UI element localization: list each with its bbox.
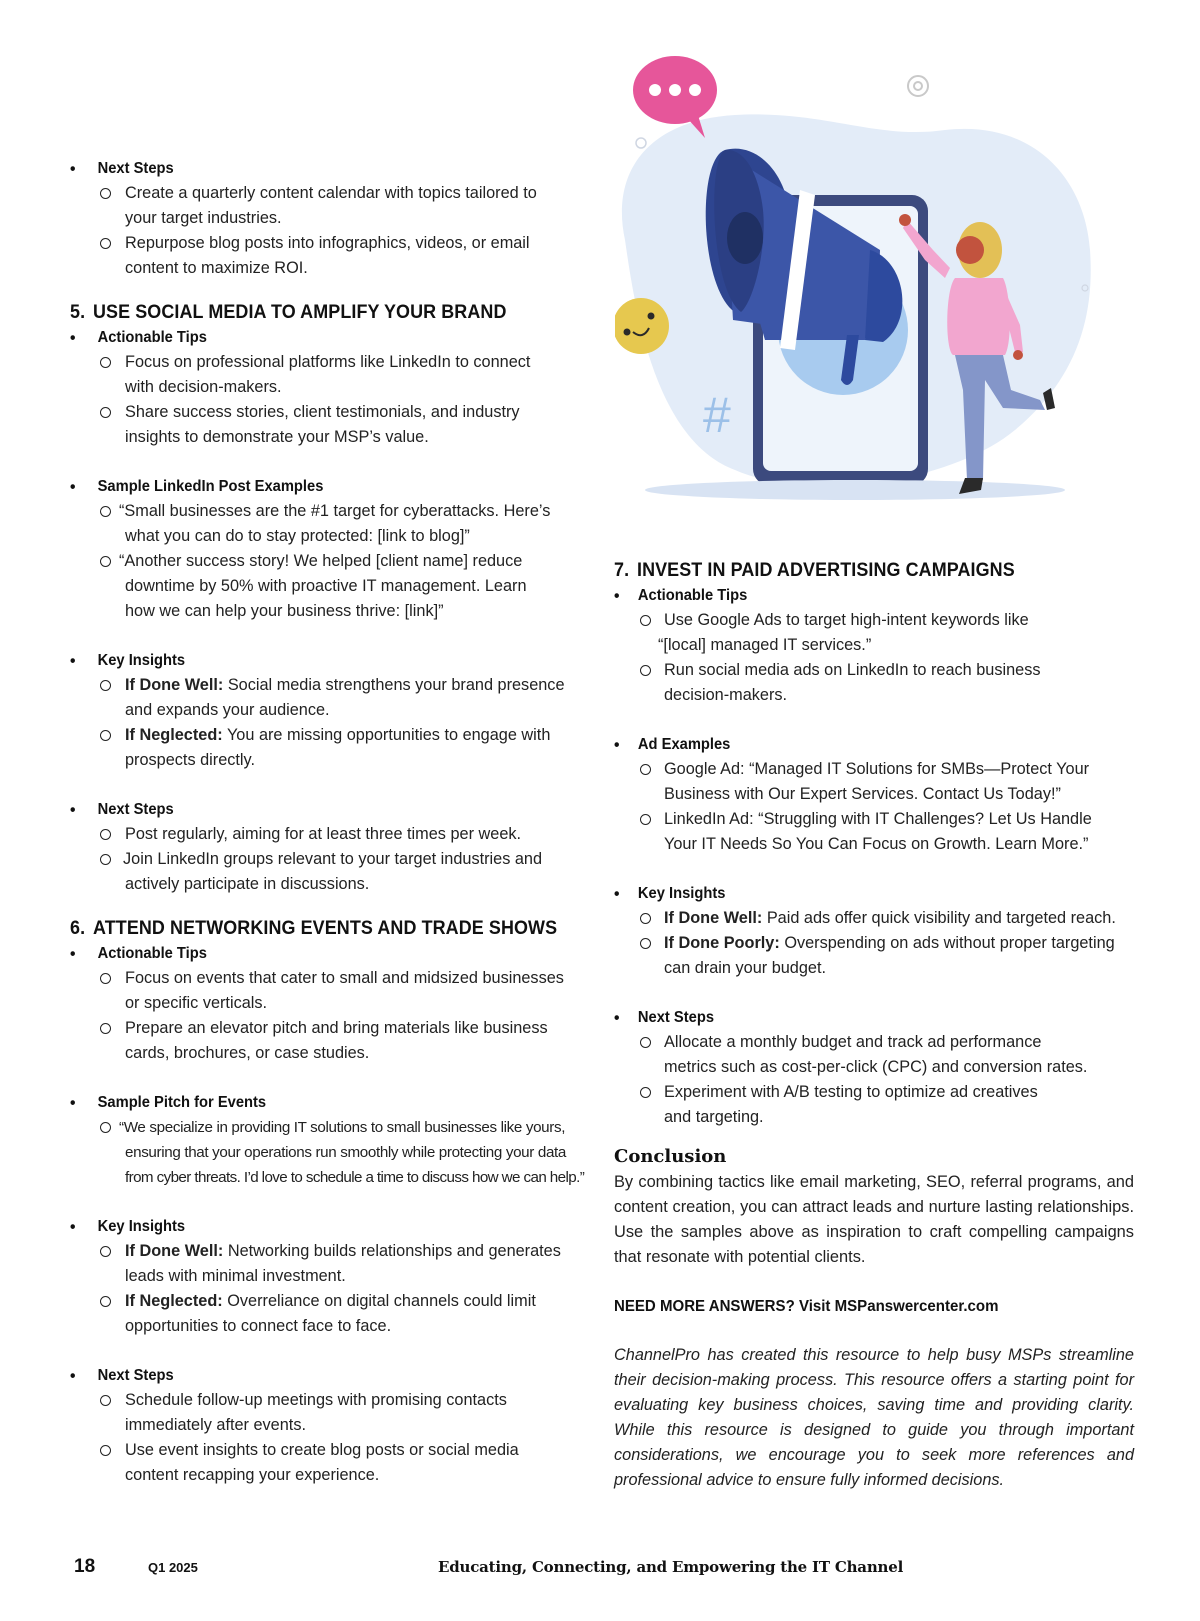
insight-text: Overspending on ads without proper targeting [779,934,1115,952]
sub-item [70,966,590,1016]
left-column [70,156,590,1488]
text-line: Focus on events that cater to small and midsized businesses [125,969,564,987]
bullet-title: • Ad Examples [614,732,1092,757]
sub-item [70,231,590,281]
section-title: ATTEND NETWORKING EVENTS AND TRADE SHOWS [93,917,558,939]
spacer [70,773,590,797]
hollow-bullet-icon [100,1023,111,1034]
text-line: with decision-makers. [125,378,282,396]
text-line [664,931,1134,956]
megaphone-scene-svg [615,50,1135,520]
text-line: actively participate in discussions. [125,875,370,893]
page-footer [0,1556,1200,1586]
sub-item [70,350,590,400]
insight-label: If Done Well: [664,909,763,927]
sub-item [70,1289,590,1339]
bullet-title: • Sample LinkedIn Post Examples [70,474,548,499]
section-7-heading [614,557,1092,583]
text-line: Create a quarterly content calendar with topics tailored to [125,184,537,202]
conclusion-body: By combining tactics like email marketing, SEO, referral programs, and content creation, you can attract leads and nurture lasting relationships. Use the samples above as inspiration to craft compelling campaigns that resonate with potential clients. [614,1173,1134,1266]
section-title: USE SOCIAL MEDIA TO AMPLIFY YOUR BRAND [93,301,507,323]
text-line [125,1239,590,1264]
text-line [125,1289,590,1314]
issue-label: Q1 2025 [148,1560,198,1575]
hollow-bullet-icon [100,407,111,418]
hollow-bullet-icon [100,680,111,691]
insight-text: You are missing opportunities to engage with [222,726,551,744]
text-line: Focus on professional platforms like LinkedIn to connect [125,353,531,371]
text-line: prospects directly. [125,751,255,769]
text-line: downtime by 50% with proactive IT management. Learn [125,577,527,595]
sub-item [70,1239,590,1289]
insight-label: If Neglected: [125,1292,223,1310]
sub-item [70,400,590,450]
insight-text: Social media strengthens your brand presence [223,676,565,694]
decor-circle-1-inner [914,82,922,90]
decor-circle-2 [636,138,646,148]
page-number: 18 [74,1556,96,1577]
text-line: Use Google Ads to target high-intent keywords like [664,611,1029,629]
hollow-bullet-icon [640,764,651,775]
text-line: Prepare an elevator pitch and bring materials like business [125,1019,548,1037]
sub-item [614,658,1134,708]
sub-item [70,673,590,723]
hollow-bullet-icon [640,913,651,924]
hollow-bullet-icon [640,665,651,676]
spacer [614,1319,1134,1343]
hollow-bullet-icon [100,1122,111,1133]
text-line: Run social media ads on LinkedIn to reach business [664,661,1041,679]
text-line: “[local] managed IT services.” [658,636,872,654]
spacer [614,708,1134,732]
section-number: 5. [70,301,86,323]
insight-text: Paid ads offer quick visibility and targeted reach. [762,909,1116,927]
spacer [614,857,1134,881]
spacer [614,1270,1134,1294]
text-line: Use event insights to create blog posts or social media [125,1441,519,1459]
sub-item [70,822,590,847]
text-line: what you can do to stay protected: [link to blog]” [125,527,470,545]
spacer [70,1190,590,1214]
spacer [70,450,590,474]
smiley-icon [615,298,669,354]
text-line: Your IT Needs So You Can Focus on Growth. Learn More.” [664,835,1089,853]
text-line [125,673,590,698]
conclusion-title: Conclusion [614,1146,727,1167]
next-steps-content-block [70,156,590,281]
hollow-bullet-icon [100,1395,111,1406]
hollow-bullet-icon [100,854,111,865]
text-line: how we can help your business thrive: [link]” [125,602,444,620]
hollow-bullet-icon [640,814,651,825]
insight-label: If Neglected: [125,726,223,744]
text-line: can drain your budget. [664,959,827,977]
hollow-bullet-icon [100,188,111,199]
sub-item [70,1438,590,1488]
hollow-bullet-icon [100,973,111,984]
hollow-bullet-icon [100,1296,111,1307]
decor-circle-1 [908,76,928,96]
sub-item [70,1016,590,1066]
marketing-illustration [615,50,1135,520]
sub-item [70,1388,590,1438]
hollow-bullet-icon [640,938,651,949]
text-line: insights to demonstrate your MSP’s value. [125,428,429,446]
text-line: leads with minimal investment. [125,1267,346,1285]
text-line: content to maximize ROI. [125,259,308,277]
insight-label: If Done Poorly: [664,934,780,952]
text-line: decision-makers. [664,686,788,704]
text-line: metrics such as cost-per-click (CPC) and conversion rates. [664,1058,1088,1076]
bullet-title: • Actionable Tips [70,941,548,966]
text-line: Post regularly, aiming for at least three times per week. [125,825,522,843]
text-line: Repurpose blog posts into infographics, videos, or email [125,234,530,252]
text-line: and targeting. [664,1108,764,1126]
bullet-title: • Key Insights [70,1214,548,1239]
text-line: and expands your audience. [125,701,330,719]
spacer [614,981,1134,1005]
hollow-bullet-icon [100,730,111,741]
hollow-bullet-icon [100,357,111,368]
hollow-bullet-icon [100,238,111,249]
text-line: from cyber threats. I’d love to schedule a time to discuss how we can help.” [125,1169,585,1186]
text-line: Business with Our Expert Services. Contact Us Today!” [664,785,1061,803]
text-line: Allocate a monthly budget and track ad performance [664,1033,1042,1051]
text-line: Share success stories, client testimonials, and industry [125,403,520,421]
insight-label: If Done Well: [125,676,224,694]
text-line: opportunities to connect face to face. [125,1317,392,1335]
spacer [614,1130,1134,1144]
sub-item [614,757,1134,807]
section-6-heading [70,915,558,941]
sub-item [70,847,590,897]
sub-item [70,1115,590,1190]
need-more-answers: NEED MORE ANSWERS? Visit MSPanswercenter.com [614,1298,999,1315]
section-title: INVEST IN PAID ADVERTISING CAMPAIGNS [637,559,1015,581]
spacer [70,281,590,299]
text-line: Join LinkedIn groups relevant to your target industries and [123,850,543,868]
text-line: Experiment with A/B testing to optimize ad creatives [664,1083,1038,1101]
insight-text: Overreliance on digital channels could limit [222,1292,536,1310]
disclaimer-note: ChannelPro has created this resource to help busy MSPs streamline their decision-making process. This resource offers a starting point for evaluating key business choices, saving time and providing clarity. While this resource is designed to guide you through important considerations, we encourage you to seek more references and professional advice to ensure fully informed decisions. [614,1346,1134,1489]
sub-item [614,1030,1134,1080]
hollow-bullet-icon [100,1445,111,1456]
section-number: 7. [614,559,630,581]
bullet-title: • Next Steps [70,797,548,822]
sub-item [614,906,1134,931]
hollow-bullet-icon [640,1087,651,1098]
text-line [664,906,1134,931]
sub-item [614,931,1134,981]
text-line: LinkedIn Ad: “Struggling with IT Challenges? Let Us Handle [664,810,1092,828]
bullet-title: • Next Steps [70,156,548,181]
spacer [70,1339,590,1363]
sub-item [70,499,590,549]
spacer [70,897,590,915]
bullet-title: • Sample Pitch for Events [70,1090,548,1115]
sub-item [70,549,590,624]
sub-item [70,723,590,773]
bullet-title: • Actionable Tips [614,583,1092,608]
text-line: Google Ad: “Managed IT Solutions for SMBs—Protect Your [664,760,1090,778]
hollow-bullet-icon [640,1037,651,1048]
text-line [125,723,590,748]
hollow-bullet-icon [100,556,111,567]
hollow-bullet-icon [100,1246,111,1257]
hollow-bullet-icon [100,506,111,517]
text-line: ensuring that your operations run smoothly while protecting your data [125,1144,567,1161]
text-line: immediately after events. [125,1416,306,1434]
bullet-title: • Next Steps [70,1363,548,1388]
sub-item [614,1080,1134,1130]
bullet-title: • Key Insights [70,648,548,673]
bullet-title: • Key Insights [614,881,1092,906]
insight-label: If Done Well: [125,1242,224,1260]
text-line: content recapping your experience. [125,1466,380,1484]
bullet-title: • Actionable Tips [70,325,548,350]
insight-text: Networking builds relationships and generates [223,1242,561,1260]
text-line: or specific verticals. [125,994,268,1012]
hollow-bullet-icon [640,615,651,626]
hollow-bullet-icon [100,829,111,840]
text-line: “We specialize in providing IT solutions to small businesses like yours, [119,1119,566,1136]
text-line: Schedule follow-up meetings with promising contacts [125,1391,507,1409]
text-line: “Another success story! We helped [client name] reduce [119,552,523,570]
hashtag-icon: # [703,387,731,443]
right-column [614,557,1134,1493]
spacer [70,624,590,648]
bullet-title: • Next Steps [614,1005,1092,1030]
sub-item [614,807,1134,857]
section-number: 6. [70,917,86,939]
text-line: “Small businesses are the #1 target for cyberattacks. Here’s [119,502,551,520]
section-5-heading [70,299,548,325]
sub-item [70,181,590,231]
sub-item [614,608,1134,658]
spacer [70,1066,590,1090]
text-line: your target industries. [125,209,282,227]
text-line: cards, brochures, or case studies. [125,1044,370,1062]
footer-tagline: Educating, Connecting, and Empowering the IT Channel [438,1558,904,1576]
